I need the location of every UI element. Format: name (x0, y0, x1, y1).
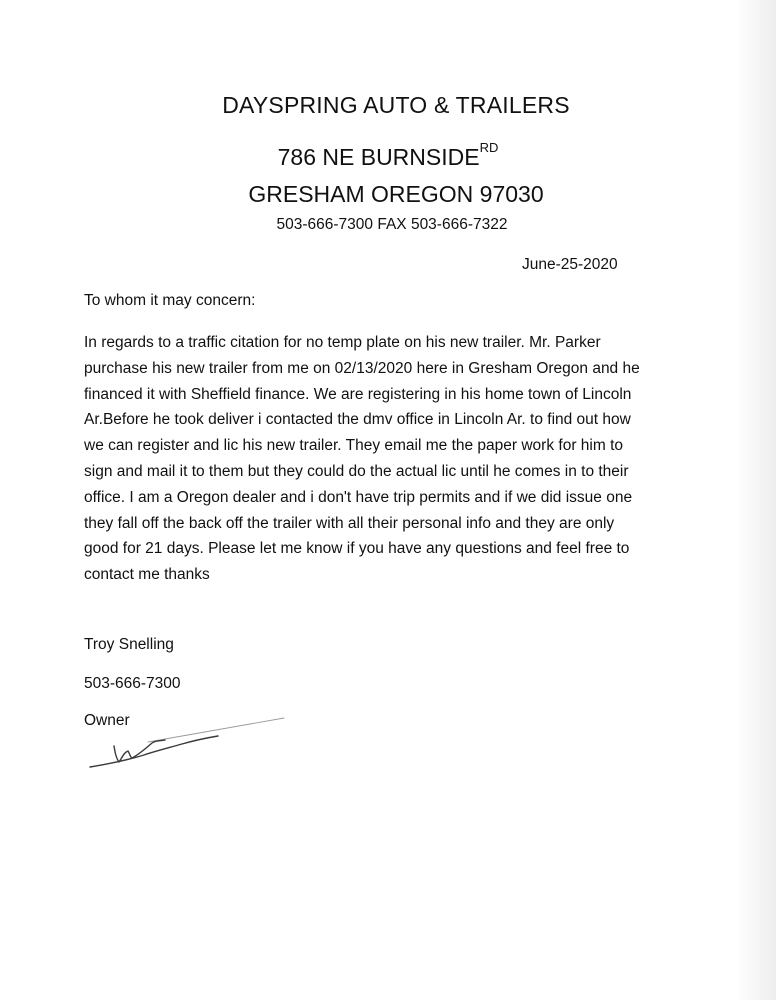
address-city: GRESHAM OREGON 97030 (248, 181, 544, 207)
letter-body (84, 330, 684, 588)
body-line: financed it with Sheffield finance. We are registering in his home town of Lincoln (84, 385, 632, 403)
signature-stroke-tail (148, 718, 284, 742)
salutation: To whom it may concern: (84, 292, 256, 309)
signer-title: Owner (84, 712, 130, 729)
body-line: they fall off the back off the trailer with all their personal info and they are only (84, 514, 615, 532)
signer-name: Troy Snelling (84, 636, 174, 653)
body-line: good for 21 days. Please let me know if you have any questions and feel free to (84, 540, 630, 558)
body-line: In regards to a traffic citation for no temp plate on his new trailer. Mr. Parker (84, 334, 601, 351)
address-street-suffix: RD (479, 140, 499, 155)
body-line: sign and mail it to them but they could do the actual lic until he comes in to their (84, 462, 629, 480)
signer-phone: 503-666-7300 (84, 675, 181, 692)
body-line: office. I am a Oregon dealer and i don't have trip permits and if we did issue one (84, 488, 633, 506)
body-line: purchase his new trailer from me on 02/13/2020 here in Gresham Oregon and he (84, 359, 640, 377)
body-line: Ar.Before he took deliver i contacted the dmv office in Lincoln Ar. to find out how (84, 411, 631, 429)
body-line: contact me thanks (84, 566, 210, 584)
body-line: we can register and lic his new trailer. They email me the paper work for him to (84, 437, 624, 455)
phone-fax-line: 503-666-7300 FAX 503-666-7322 (276, 216, 508, 233)
address-street (0, 140, 776, 171)
address-street-text: 786 NE BURNSIDE (277, 144, 480, 170)
company-name: DAYSPRING AUTO & TRAILERS (222, 92, 570, 118)
letter-date: June-25-2020 (522, 256, 618, 273)
handwritten-signature (86, 710, 286, 772)
